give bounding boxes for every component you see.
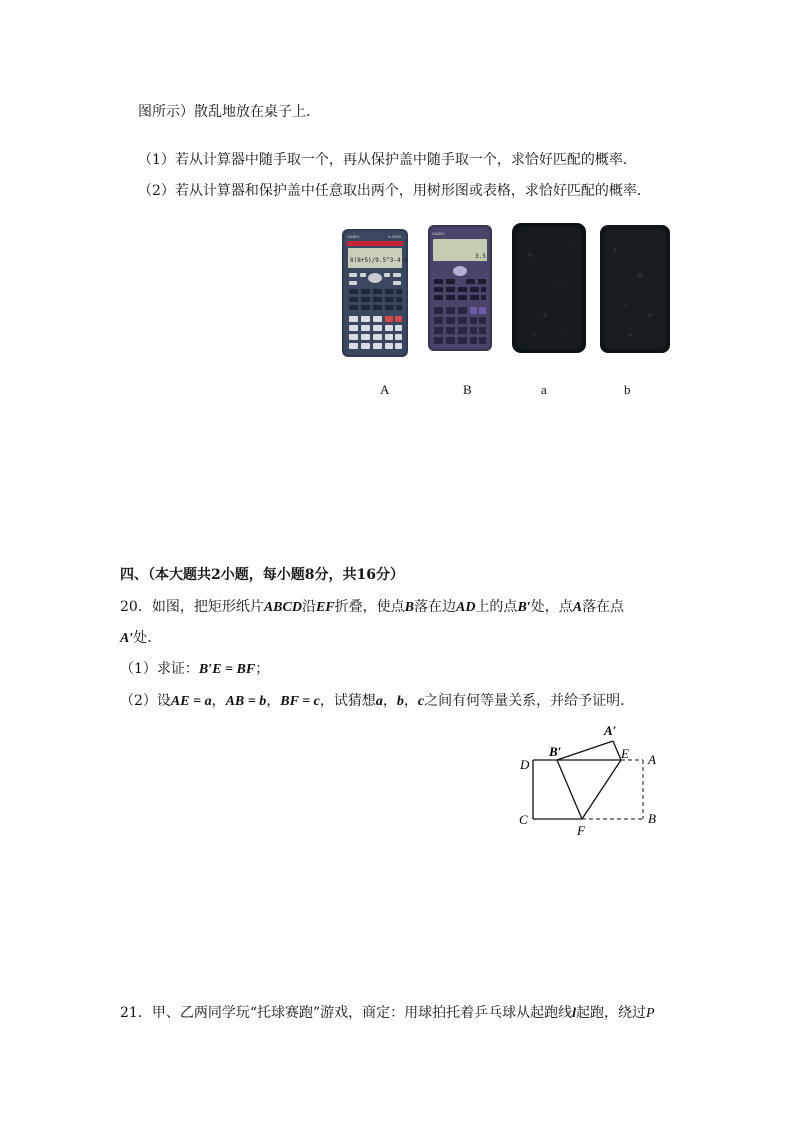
label-a-prime: A′ <box>604 723 617 738</box>
cover-b-image <box>600 225 670 353</box>
q20-text: 处，点 <box>530 599 573 615</box>
label-e: E <box>621 746 629 761</box>
q20-math: A′ <box>120 631 134 646</box>
q20-math: B <box>404 600 414 615</box>
q21-math: P <box>646 1006 655 1021</box>
q20-math: A <box>572 600 583 615</box>
fold-line-ef <box>582 760 621 819</box>
q20-text: ， <box>382 693 397 709</box>
calc-a-display: 8(8+5)/9.5^3-4.0 <box>350 257 408 264</box>
q20-text: 折叠，使点 <box>334 599 405 615</box>
image-label-b-upper: B <box>463 382 472 397</box>
image-label-a-lower: a <box>541 382 547 397</box>
q20-math: b <box>396 694 404 709</box>
label-c: C <box>519 812 528 827</box>
q20-math: AB = b <box>225 694 267 709</box>
q20-text: 沿 <box>301 599 316 615</box>
q20-math: B′ <box>517 600 531 615</box>
q20-math: BF = c <box>280 694 320 709</box>
q19-part2-text: （2）若从计算器和保护盖中任意取出两个，用树形图或表格，求恰好匹配的概率． <box>138 183 651 199</box>
q20-text: 落在边 <box>413 599 456 615</box>
label-b-prime: B′ <box>549 744 562 759</box>
label-d: D <box>520 757 530 772</box>
image-label-b-lower: b <box>624 382 631 397</box>
q20-text: ， <box>211 693 226 709</box>
calc-a-model: fx-82MS <box>388 235 402 239</box>
q20-math: B′E = BF <box>198 662 256 677</box>
q20-text: （1）求证： <box>120 661 199 677</box>
calc-a-brand: CASIO <box>347 234 360 239</box>
q20-math: AD <box>455 600 476 615</box>
calculator-b-image <box>428 225 492 351</box>
q21-line1 <box>120 1003 655 1024</box>
q20-part1 <box>120 659 269 680</box>
q20-math: EF <box>315 600 335 615</box>
cover-a-image <box>512 223 586 353</box>
image-label-a-upper: A <box>380 382 390 397</box>
q20-text: 之间有何等量关系，并给予证明． <box>424 693 635 709</box>
q20-text: （2）设 <box>120 693 171 709</box>
q20-text: 落在点 <box>582 599 625 615</box>
q20-text: ， <box>266 693 281 709</box>
q21-text: 21．甲、乙两同学玩“托球赛跑”游戏，商定：用球拍托着乒乓球从起跑线 <box>120 1005 573 1021</box>
q20-math: a <box>375 694 383 709</box>
label-f: F <box>577 823 585 838</box>
q20-text: ， <box>403 693 418 709</box>
q19-part2 <box>138 181 651 201</box>
q19-part1 <box>138 150 637 170</box>
label-a: A <box>648 752 656 767</box>
edge-a-prime-e <box>613 741 621 760</box>
q20-text: ，试猜想 <box>319 693 376 709</box>
q20-math: ABCD <box>263 600 302 615</box>
intro-text: 图所示）散乱地放在桌子上． <box>138 104 320 120</box>
q19-part1-text: （1）若从计算器中随手取一个，再从保护盖中随手取一个，求恰好匹配的概率． <box>138 152 637 168</box>
q20-text: 处． <box>133 630 162 646</box>
edge-b-prime-f <box>557 760 582 819</box>
section-4-heading <box>120 565 404 585</box>
q20-text: ； <box>255 661 270 677</box>
intro-line <box>138 102 320 122</box>
q21-math: l <box>572 1006 577 1021</box>
q20-text: 上的点 <box>475 599 518 615</box>
calculator-a-image <box>342 229 408 357</box>
q20-part2 <box>120 691 634 712</box>
section-4-heading-text: 四、（本大题共2小题，每小题8分，共16分） <box>120 567 404 583</box>
label-b: B <box>648 811 656 826</box>
q20-line2 <box>120 628 161 649</box>
calculator-photos <box>330 215 680 365</box>
q20-math: AE = a <box>170 694 212 709</box>
edge-b-prime-a-prime <box>557 741 613 760</box>
calc-b-brand: CASIO <box>432 231 445 236</box>
q20-text: 20．如图，把矩形纸片 <box>120 599 264 615</box>
q20-folded-rectangle-figure <box>500 715 670 845</box>
q21-text: 起跑，绕过 <box>576 1005 647 1021</box>
calc-b-display: 3.5 <box>475 253 486 260</box>
q20-math: c <box>417 694 425 709</box>
q20-line1 <box>120 597 624 618</box>
